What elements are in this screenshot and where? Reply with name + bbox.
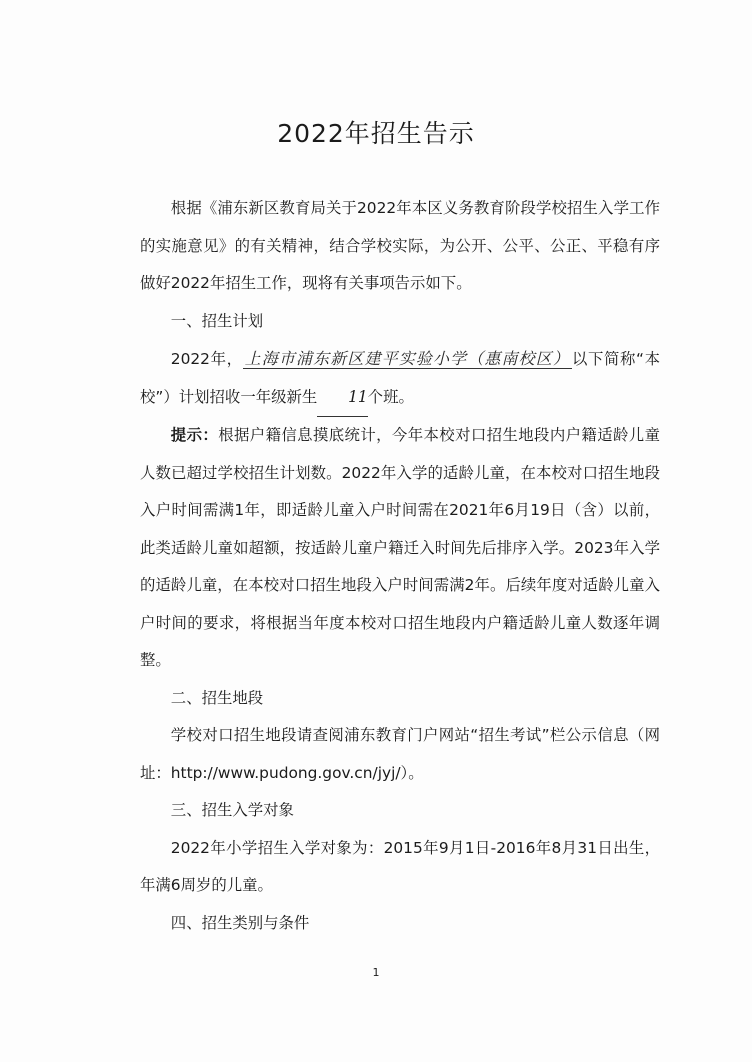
section-heading-area: 二、招生地段 (170, 688, 264, 707)
page-number: 1 (372, 966, 380, 979)
plan-middle: 以下简称“本校”）计划招收一年级新生 (140, 350, 660, 406)
tip-label: 提示： (170, 426, 219, 444)
plan-prefix: 2022年， (170, 350, 243, 368)
area-paragraph: 学校对口招生地段请查阅浦东教育门户网站“招生考试”栏公示信息（网址：http://www.pudong.gov.cn/jyj/）。 (140, 726, 660, 782)
section-heading-category: 四、招生类别与条件 (170, 913, 310, 932)
plan-suffix: 个班。 (367, 387, 414, 406)
document-title: 2022年招生告示 (277, 119, 475, 148)
handwritten-school-name: 上海市浦东新区建平实验小学（惠南校区） (244, 349, 570, 368)
intro-paragraph: 根据《浦东新区教育局关于2022年本区义务教育阶段学校招生入学工作的实施意见》的有关精神，结合学校实际，为公开、公平、公正、平稳有序做好2022年招生工作，现将有关事项告示如下。 (140, 199, 660, 292)
document-body (140, 190, 660, 942)
plan-paragraph (140, 340, 660, 417)
section-heading-target: 三、招生入学对象 (170, 801, 294, 819)
tip-paragraph (140, 417, 660, 680)
target-paragraph: 2022年小学招生入学对象为：2015年9月1日-2016年8月31日出生，年满6周岁的儿童。 (140, 838, 660, 894)
section-heading-plan: 一、招生计划 (170, 311, 264, 330)
handwritten-class-count: 11 (317, 379, 367, 418)
tip-text: 根据户籍信息摸底统计，今年本校对口招生地段内户籍适龄儿童人数已超过学校招生计划数。2022年入学的适龄儿童，在本校对口招生地段入户时间需满1年，即适龄儿童入户时间需在2021年6月19日（含）以前，此类适龄儿童如超额，按适龄儿童户籍迁入时间先后排序入学。2023年入学的适龄儿童，在本校对口招生地段入户时间需满2年。后续年度对适龄儿童入户时间的要求，将根据当年度本校对口招生地段内户籍适龄儿童人数逐年调整。 (140, 426, 660, 669)
